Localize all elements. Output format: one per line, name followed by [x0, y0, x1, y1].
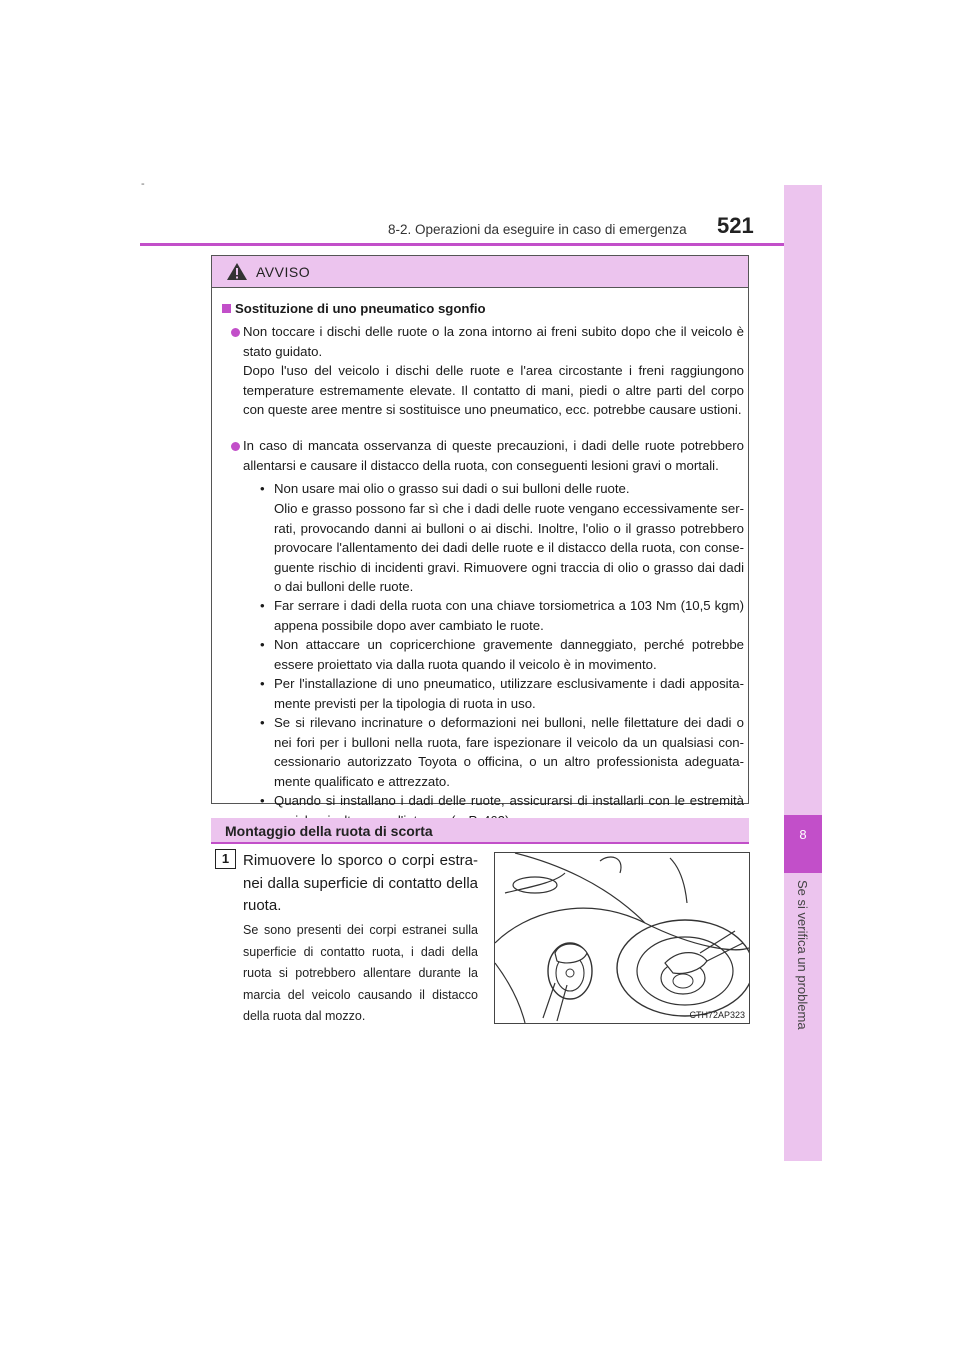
sub-item-2: Far serrare i dadi della ruota con una chiave torsiometrica a 103 Nm (10,5 kgm) appena possibile dopo aver cambiato le ruote. [274, 598, 744, 633]
sub-item-1: Non usare mai olio o grasso sui dadi o sui bulloni delle ruote. [274, 481, 630, 496]
wheel-cleaning-illustration [494, 852, 750, 1024]
spare-wheel-heading [211, 818, 749, 844]
sub-bullet-mark: • [260, 481, 265, 496]
square-bullet-icon [222, 304, 231, 313]
wheel-cleaning-drawing [495, 853, 749, 1023]
warning-title: AVVISO [256, 264, 311, 280]
bullet-1-text: Non toccare i dischi delle ruote o la zona intorno ai freni subito dopo che il veicolo è stato guidato. [243, 324, 744, 359]
chapter-number-tab [784, 815, 822, 873]
sub-item-6: Quando si installano i dadi delle ruote, assicurarsi di installarli con le estremità [274, 793, 744, 808]
section-title: 8-2. Operazioni da eseguire in caso di emergenza [388, 222, 687, 237]
warning-section-heading [222, 299, 486, 319]
sub-item-3: Non attaccare un copricerchione gravemente danneggiato, perché potrebbe essere proiettato via dalla ruota quando il veicolo è in movimento. [274, 637, 744, 672]
step-1-text: Rimuovere lo sporco o corpi estra-nei dalla superficie di contatto della ruota. [243, 852, 478, 914]
page-number: 521 [717, 213, 754, 238]
sub-bullet-mark: • [260, 598, 265, 613]
sub-item-4: Per l'installazione di uno pneumatico, utilizzare esclusivamente i dadi apposita-mente previsti per la tipologia di ruota in uso. [274, 676, 744, 711]
bullet-1-detail: Dopo l'uso del veicolo i dischi delle ruote e l'area circostante i freni raggiungono temperature estremamente elevate. Il contatto di mani, piedi o altre parti del corpo con queste aree mentre si sostituisce uno pneumatico, ecc. potrebbe causare ustioni. [243, 363, 744, 417]
sub-bullet-mark: • [260, 715, 265, 730]
warning-header [212, 256, 748, 288]
sub-bullet-mark: • [260, 676, 265, 691]
sub-bullet-mark: • [260, 793, 265, 808]
circle-bullet-icon [231, 442, 240, 451]
circle-bullet-icon [231, 328, 240, 337]
warning-heading-text: Sostituzione di uno pneumatico sgonfio [235, 301, 486, 316]
warning-icon [226, 262, 248, 281]
sub-bullet-mark: • [260, 637, 265, 652]
sub-item-1-detail: Olio e grasso possono far sì che i dadi delle ruote vengano eccessivamente ser-rati, provocando danni ai bulloni o ai dischi. Inoltre, l'olio o il grasso potrebbero provocare l'allentamento dei dadi delle ruote e il distacco della ruota, con conse-guente rischio di incidenti gravi. Rimuovere ogni traccia di olio o grasso dai dadi o dai bulloni delle ruote. [274, 501, 744, 594]
chapter-label: Se si verifica un problema [795, 880, 810, 1030]
sub-item-5: Se si rilevano incrinature o deformazioni nei bulloni, nelle filettature dei dadi o nei fori per i bulloni nella ruota, fare ispezionare il veicolo da un qualsiasi con-cessionario autorizzato Toyota o officina, o un altro professionista adeguata-mente qualificato e attrezzato. [274, 715, 744, 789]
spare-wheel-heading-text: Montaggio della ruota di scorta [225, 823, 433, 839]
illustration-code: CTH72AP323 [689, 1010, 745, 1020]
header-rule [140, 243, 820, 246]
step-1-note: Se sono presenti dei corpi estranei sulla superficie di contatto ruota, i dadi della ruota si potrebbero allentare durante la marcia del veicolo causando il distacco della ruota dal mozzo. [243, 923, 478, 1023]
step-number-badge: 1 [215, 849, 236, 869]
bullet-2-text: In caso di mancata osservanza di queste precauzioni, i dadi delle ruote potrebbero allentarsi e causare il distacco della ruota, con conseguenti lesioni gravi o mortali. [243, 438, 744, 473]
chapter-number: 8 [799, 827, 807, 842]
warning-box [211, 255, 749, 808]
header-dash: - [141, 178, 145, 190]
